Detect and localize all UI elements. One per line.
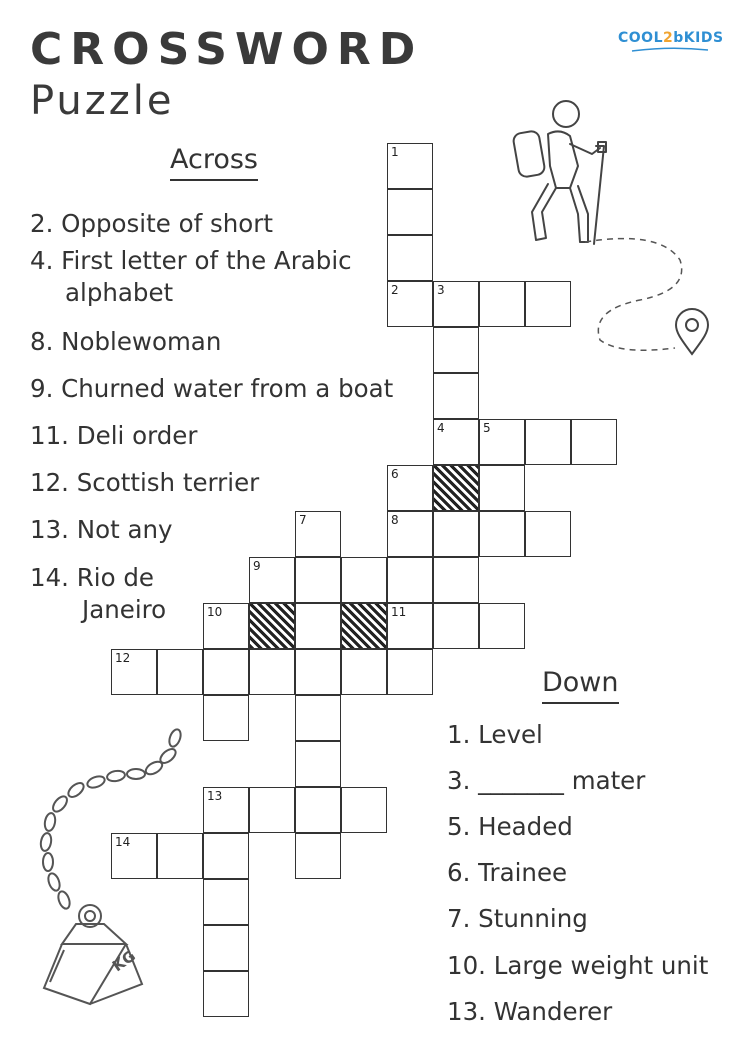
brand-two: 2 bbox=[663, 30, 674, 46]
grid-cell[interactable] bbox=[387, 465, 433, 511]
grid-cell[interactable] bbox=[571, 419, 617, 465]
clue-number: 3 bbox=[437, 283, 445, 297]
across-clue-2: 2. Opposite of short bbox=[30, 209, 273, 238]
clue-number: 14 bbox=[115, 835, 131, 849]
grid-cell[interactable] bbox=[203, 695, 249, 741]
grid-cell[interactable] bbox=[341, 787, 387, 833]
across-clue-13: 13. Not any bbox=[30, 515, 173, 544]
grid-cell[interactable] bbox=[433, 603, 479, 649]
grid-cell[interactable] bbox=[295, 649, 341, 695]
grid-cell[interactable] bbox=[203, 603, 249, 649]
location-pin-icon bbox=[672, 308, 712, 356]
grid-block-cell bbox=[341, 603, 387, 649]
down-heading: Down bbox=[542, 667, 619, 704]
grid-cell[interactable] bbox=[525, 419, 571, 465]
brand-swoosh-icon bbox=[630, 46, 710, 54]
grid-cell[interactable] bbox=[295, 511, 341, 557]
grid-cell[interactable] bbox=[387, 281, 433, 327]
grid-cell[interactable] bbox=[203, 833, 249, 879]
down-clue-3: 3. _______ mater bbox=[447, 766, 646, 795]
grid-cell[interactable] bbox=[433, 373, 479, 419]
clue-number: 2 bbox=[391, 283, 399, 297]
grid-cell[interactable] bbox=[203, 971, 249, 1017]
grid-cell[interactable] bbox=[479, 511, 525, 557]
across-clue-12: 12. Scottish terrier bbox=[30, 468, 260, 497]
clue-number: 8 bbox=[391, 513, 399, 527]
kg-weight-icon bbox=[30, 720, 190, 1010]
title-puzzle: Puzzle bbox=[30, 78, 175, 124]
clue-number: 6 bbox=[391, 467, 399, 481]
grid-cell[interactable] bbox=[525, 511, 571, 557]
brand-suffix: bKIDS bbox=[673, 30, 724, 46]
down-clue-13: 13. Wanderer bbox=[447, 997, 613, 1026]
clue-number: 13 bbox=[207, 789, 223, 803]
clue-number: 4 bbox=[437, 421, 445, 435]
down-clue-10: 10. Large weight unit bbox=[447, 951, 709, 980]
clue-number: 9 bbox=[253, 559, 261, 573]
grid-cell[interactable] bbox=[479, 281, 525, 327]
clue-number: 11 bbox=[391, 605, 407, 619]
grid-cell[interactable] bbox=[295, 695, 341, 741]
clue-number: 1 bbox=[391, 145, 399, 159]
across-clue-8: 8. Noblewoman bbox=[30, 327, 222, 356]
grid-cell[interactable] bbox=[341, 649, 387, 695]
across-clue-14: 14. Rio de bbox=[30, 563, 154, 592]
grid-cell[interactable] bbox=[203, 787, 249, 833]
clue-number: 7 bbox=[299, 513, 307, 527]
grid-cell[interactable] bbox=[111, 649, 157, 695]
grid-cell[interactable] bbox=[387, 189, 433, 235]
grid-block-cell bbox=[249, 603, 295, 649]
across-heading: Across bbox=[170, 144, 258, 181]
grid-cell[interactable] bbox=[295, 787, 341, 833]
grid-cell[interactable] bbox=[295, 557, 341, 603]
grid-cell[interactable] bbox=[341, 557, 387, 603]
grid-cell[interactable] bbox=[295, 603, 341, 649]
down-clue-6: 6. Trainee bbox=[447, 858, 568, 887]
grid-cell[interactable] bbox=[203, 649, 249, 695]
grid-cell[interactable] bbox=[295, 741, 341, 787]
across-clue-11: 11. Deli order bbox=[30, 421, 198, 450]
grid-cell[interactable] bbox=[387, 649, 433, 695]
down-clue-5: 5. Headed bbox=[447, 812, 573, 841]
clue-number: 12 bbox=[115, 651, 131, 665]
grid-block-cell bbox=[433, 465, 479, 511]
grid-cell[interactable] bbox=[525, 281, 571, 327]
grid-cell[interactable] bbox=[433, 511, 479, 557]
across-clue-14-cont: Janeiro bbox=[82, 595, 167, 624]
grid-cell[interactable] bbox=[479, 419, 525, 465]
title-crossword: CROSSWORD bbox=[30, 24, 424, 75]
down-clue-1: 1. Level bbox=[447, 720, 543, 749]
grid-cell[interactable] bbox=[387, 235, 433, 281]
grid-cell[interactable] bbox=[479, 465, 525, 511]
grid-cell[interactable] bbox=[203, 925, 249, 971]
down-clue-7: 7. Stunning bbox=[447, 904, 588, 933]
brand-logo bbox=[618, 30, 724, 46]
grid-cell[interactable] bbox=[387, 603, 433, 649]
grid-cell[interactable] bbox=[203, 879, 249, 925]
kg-weight-label: KG bbox=[109, 946, 139, 976]
clue-number: 10 bbox=[207, 605, 223, 619]
grid-cell[interactable] bbox=[479, 603, 525, 649]
across-clue-9: 9. Churned water from a boat bbox=[30, 374, 394, 403]
across-clue-4: 4. First letter of the Arabic bbox=[30, 246, 352, 275]
grid-cell[interactable] bbox=[433, 557, 479, 603]
brand-prefix: COOL bbox=[618, 30, 663, 46]
grid-cell[interactable] bbox=[433, 419, 479, 465]
grid-cell[interactable] bbox=[387, 143, 433, 189]
grid-cell[interactable] bbox=[157, 649, 203, 695]
grid-cell[interactable] bbox=[249, 649, 295, 695]
clue-number: 5 bbox=[483, 421, 491, 435]
across-clue-4-cont: alphabet bbox=[65, 278, 174, 307]
grid-cell[interactable] bbox=[387, 511, 433, 557]
grid-cell[interactable] bbox=[295, 833, 341, 879]
grid-cell[interactable] bbox=[249, 787, 295, 833]
grid-cell[interactable] bbox=[249, 557, 295, 603]
grid-cell[interactable] bbox=[433, 281, 479, 327]
grid-cell[interactable] bbox=[387, 557, 433, 603]
grid-cell[interactable] bbox=[433, 327, 479, 373]
